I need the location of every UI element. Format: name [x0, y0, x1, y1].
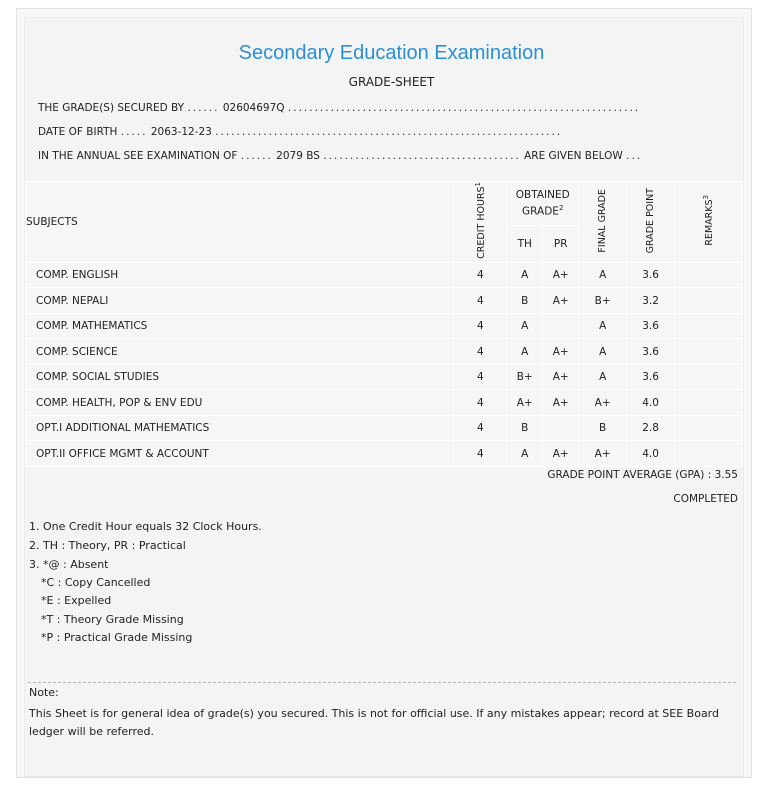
dots: ..... — [120, 126, 148, 138]
table-row — [26, 313, 743, 339]
subject-cell: COMP. SCIENCE — [26, 339, 454, 365]
subject-cell: OPT.I ADDITIONAL MATHEMATICS — [26, 415, 454, 441]
footnote-3: 3. *@ : Absent — [29, 558, 109, 571]
pr-grade-cell: A+ — [543, 390, 579, 416]
exam-suffix: ARE GIVEN BELOW — [524, 150, 623, 162]
pr-grade-cell: A+ — [543, 441, 579, 467]
pr-grade-cell — [543, 313, 579, 339]
dots: ................................................................. — [215, 126, 563, 138]
credit-cell: 4 — [454, 441, 507, 467]
footnote-theory-missing: *T : Theory Grade Missing — [41, 613, 184, 626]
footnote-2: 2. TH : Theory, PR : Practical — [29, 539, 186, 552]
credit-cell: 4 — [454, 313, 507, 339]
credit-cell: 4 — [454, 364, 507, 390]
gpa-value: GRADE POINT AVERAGE (GPA) : 3.55 — [547, 469, 738, 481]
footnote-expelled: *E : Expelled — [41, 594, 112, 607]
grade-point-cell: 3.2 — [627, 288, 675, 314]
credit-cell: 4 — [454, 390, 507, 416]
pr-grade-cell — [543, 415, 579, 441]
th-grade-cell: B — [507, 415, 543, 441]
subject-cell: COMP. MATHEMATICS — [26, 313, 454, 339]
pr-grade-cell: A+ — [543, 262, 579, 288]
grade-point-cell: 2.8 — [627, 415, 675, 441]
final-grade-cell: A+ — [579, 390, 627, 416]
subject-cell: OPT.II OFFICE MGMT & ACCOUNT — [26, 441, 454, 467]
table-row — [26, 441, 743, 467]
grade-point-cell: 3.6 — [627, 313, 675, 339]
dob-label: DATE OF BIRTH — [38, 126, 118, 138]
th-grade-cell: B+ — [507, 364, 543, 390]
grade-point-cell: 3.6 — [627, 364, 675, 390]
remarks-header: REMARKS$^3$ — [675, 182, 743, 263]
subject-cell: COMP. NEPALI — [26, 288, 454, 314]
final-grade-cell: A — [579, 339, 627, 365]
credit-cell: 4 — [454, 339, 507, 365]
remarks-cell — [675, 262, 743, 288]
remarks-cell — [675, 313, 743, 339]
footnote-1: 1. One Credit Hour equals 32 Clock Hours. — [29, 520, 262, 533]
remarks-cell — [675, 415, 743, 441]
credit-cell: 4 — [454, 415, 507, 441]
note-divider — [28, 682, 736, 683]
table-row — [26, 364, 743, 390]
th-grade-cell: A — [507, 313, 543, 339]
pr-grade-cell: A+ — [543, 339, 579, 365]
obtained-grade-header: OBTAINED GRADE$^2$ — [507, 182, 579, 226]
remarks-cell — [675, 364, 743, 390]
note-text: This Sheet is for general idea of grade(s) you secured. This is not for official use. If any mistakes appear; record at SEE Board ledger will be referred. — [29, 707, 719, 738]
table-row — [26, 262, 743, 288]
pr-grade-cell: A+ — [543, 288, 579, 314]
secured-by-line — [38, 102, 640, 114]
grade-sheet-heading: GRADE-SHEET — [348, 75, 435, 89]
th-grade-cell: A+ — [507, 390, 543, 416]
dots: ... — [626, 150, 643, 162]
grade-point-cell: 4.0 — [627, 390, 675, 416]
status-completed: COMPLETED — [673, 493, 738, 505]
dots: ...... — [240, 150, 273, 162]
th-grade-cell: A — [507, 339, 543, 365]
dots: ...... — [187, 102, 220, 114]
symbol-number: 02604697Q — [222, 102, 285, 114]
th-header: TH — [507, 226, 543, 262]
exam-year: 2079 BS — [276, 150, 320, 162]
remarks-cell — [675, 288, 743, 314]
exam-line — [38, 150, 642, 162]
remarks-cell — [675, 441, 743, 467]
credit-cell: 4 — [454, 288, 507, 314]
credit-cell: 4 — [454, 262, 507, 288]
secured-by-label: THE GRADE(S) SECURED BY — [38, 102, 185, 114]
footnote-copy-cancelled: *C : Copy Cancelled — [41, 576, 151, 589]
table-row — [26, 390, 743, 416]
exam-label: IN THE ANNUAL SEE EXAMINATION OF — [38, 150, 238, 162]
table-row — [26, 415, 743, 441]
date-of-birth: 2063-12-23 — [150, 126, 212, 138]
th-grade-cell: A — [507, 262, 543, 288]
final-grade-header: FINAL GRADE — [579, 182, 627, 263]
subject-cell: COMP. SOCIAL STUDIES — [26, 364, 454, 390]
dob-line — [38, 126, 562, 138]
final-grade-cell: A — [579, 364, 627, 390]
subject-cell: COMP. ENGLISH — [26, 262, 454, 288]
final-grade-cell: A — [579, 262, 627, 288]
final-grade-cell: B+ — [579, 288, 627, 314]
final-grade-cell: B — [579, 415, 627, 441]
dots: ..................................... — [323, 150, 521, 162]
table-row — [26, 288, 743, 314]
page-title: Secondary Education Examination — [238, 42, 545, 64]
th-grade-cell: B — [507, 288, 543, 314]
remarks-cell — [675, 390, 743, 416]
pr-header: PR — [543, 226, 579, 262]
grade-point-cell: 4.0 — [627, 441, 675, 467]
grade-point-cell: 3.6 — [627, 339, 675, 365]
grade-point-header: GRADE POINT — [627, 182, 675, 263]
table-row — [26, 339, 743, 365]
grade-point-cell: 3.6 — [627, 262, 675, 288]
th-grade-cell: A — [507, 441, 543, 467]
final-grade-cell: A — [579, 313, 627, 339]
subject-cell: COMP. HEALTH, POP & ENV EDU — [26, 390, 454, 416]
grades-table — [25, 181, 743, 467]
final-grade-cell: A+ — [579, 441, 627, 467]
credit-hours-header: CREDIT HOURS$^1$ — [454, 182, 507, 263]
subjects-header: SUBJECTS — [26, 182, 454, 263]
note-label: Note: — [29, 686, 59, 699]
dots: .................................................................. — [287, 102, 641, 114]
footnote-practical-missing: *P : Practical Grade Missing — [41, 631, 193, 644]
pr-grade-cell: A+ — [543, 364, 579, 390]
remarks-cell — [675, 339, 743, 365]
